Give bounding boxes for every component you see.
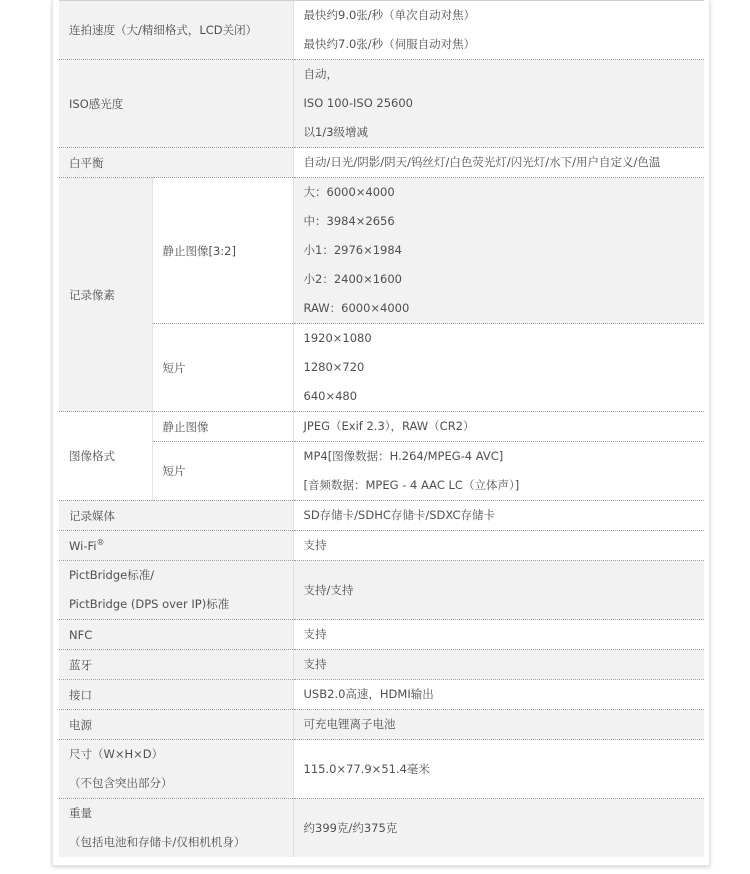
spec-row-power [59, 710, 704, 740]
row-label: 接口 [59, 680, 293, 710]
label-line: PictBridge (DPS over IP)标准 [69, 597, 230, 611]
spec-row-iso [59, 60, 704, 148]
row-label: 图像格式 [59, 412, 152, 501]
value-line: JPEG（Exif 2.3），RAW（CR2） [303, 419, 475, 433]
row-label [59, 561, 293, 620]
row-label [59, 531, 293, 561]
row-label: 白平衡 [59, 148, 293, 178]
spec-row-dimensions [59, 740, 704, 799]
row-value [293, 412, 704, 442]
label-line: （不包含突出部分） [69, 776, 173, 790]
sub-label: 静止图像 [152, 412, 293, 442]
row-value [293, 1, 704, 60]
label-line: 尺寸（W×H×D） [69, 747, 164, 761]
row-value [293, 60, 704, 148]
value-line: 最快约9.0张/秒（单次自动对焦） [303, 8, 476, 22]
row-value [293, 501, 704, 531]
value-line: 以1/3级增减 [303, 125, 369, 139]
row-label: NFC [59, 620, 293, 650]
value-line: 中：3984×2656 [303, 214, 395, 228]
spec-row-image-format-movie [59, 442, 704, 501]
spec-row-media [59, 501, 704, 531]
row-value [293, 442, 704, 501]
value-line: MP4[图像数据：H.264/MPEG-4 AVC] [303, 449, 504, 463]
value-line: [音频数据：MPEG - 4 AAC LC（立体声）] [303, 478, 520, 492]
row-value: 约399克/约375克 [293, 799, 704, 858]
wifi-label: Wi-Fi [69, 538, 97, 553]
value-line: 小2：2400×1600 [303, 272, 403, 286]
spec-row-bluetooth [59, 650, 704, 680]
spec-row-wifi [59, 531, 704, 561]
value-line: 支持 [303, 538, 327, 552]
label-line: 重量 [69, 806, 92, 820]
row-label [59, 740, 293, 799]
row-value [293, 710, 704, 740]
row-value [293, 680, 704, 710]
sub-label: 静止图像[3:2] [152, 178, 293, 324]
spec-row-weight [59, 799, 704, 858]
row-value [293, 148, 704, 178]
spec-row-white-balance [59, 148, 704, 178]
value-line: USB2.0高速，HDMI输出 [303, 687, 434, 701]
value-line: 自动， [303, 67, 339, 81]
value-line: 支持 [303, 627, 327, 641]
row-label: 记录像素 [59, 178, 152, 412]
row-label: 记录媒体 [59, 501, 293, 531]
value-line: RAW：6000×4000 [303, 301, 410, 315]
value-line: 大：6000×4000 [303, 185, 395, 199]
spec-row-image-format-still [59, 412, 704, 442]
value-line: 小1：2976×1984 [303, 243, 403, 257]
row-value: 支持/支持 [293, 561, 704, 620]
registered-mark: ® [96, 538, 105, 548]
row-label: 蓝牙 [59, 650, 293, 680]
value-line: 最快约7.0张/秒（伺服自动对焦） [303, 37, 476, 51]
value-line: ISO 100-ISO 25600 [303, 96, 413, 110]
value-line: SD存储卡/SDHC存储卡/SDXC存储卡 [303, 508, 495, 522]
spec-row-pictbridge [59, 561, 704, 620]
sub-label: 短片 [152, 324, 293, 412]
row-value [293, 620, 704, 650]
row-value [293, 650, 704, 680]
value-line: 640×480 [303, 389, 358, 403]
row-label: 连拍速度（大/精细格式，LCD关闭） [59, 1, 293, 60]
spec-row-recording-pixels-movie [59, 324, 704, 412]
label-line: （包括电池和存储卡/仅相机机身） [69, 835, 246, 849]
sub-label: 短片 [152, 442, 293, 501]
row-value [293, 178, 704, 324]
row-value [293, 324, 704, 412]
row-value [293, 531, 704, 561]
spec-row-shooting-speed [59, 1, 704, 60]
row-label: ISO感光度 [59, 60, 293, 148]
label-line: PictBridge标准/ [69, 568, 155, 582]
spec-panel [52, 0, 710, 866]
value-line: 可充电锂离子电池 [303, 717, 396, 731]
value-line: 支持 [303, 657, 327, 671]
row-value: 115.0×77.9×51.4毫米 [293, 740, 704, 799]
spec-row-interface [59, 680, 704, 710]
value-line: 1280×720 [303, 360, 365, 374]
row-label: 电源 [59, 710, 293, 740]
spec-row-nfc [59, 620, 704, 650]
row-label [59, 799, 293, 858]
value-line: 自动/日光/阴影/阴天/钨丝灯/白色荧光灯/闪光灯/水下/用户自定义/色温 [303, 155, 661, 169]
spec-row-recording-pixels-still [59, 178, 704, 324]
spec-table [59, 0, 704, 857]
value-line: 1920×1080 [303, 331, 372, 345]
